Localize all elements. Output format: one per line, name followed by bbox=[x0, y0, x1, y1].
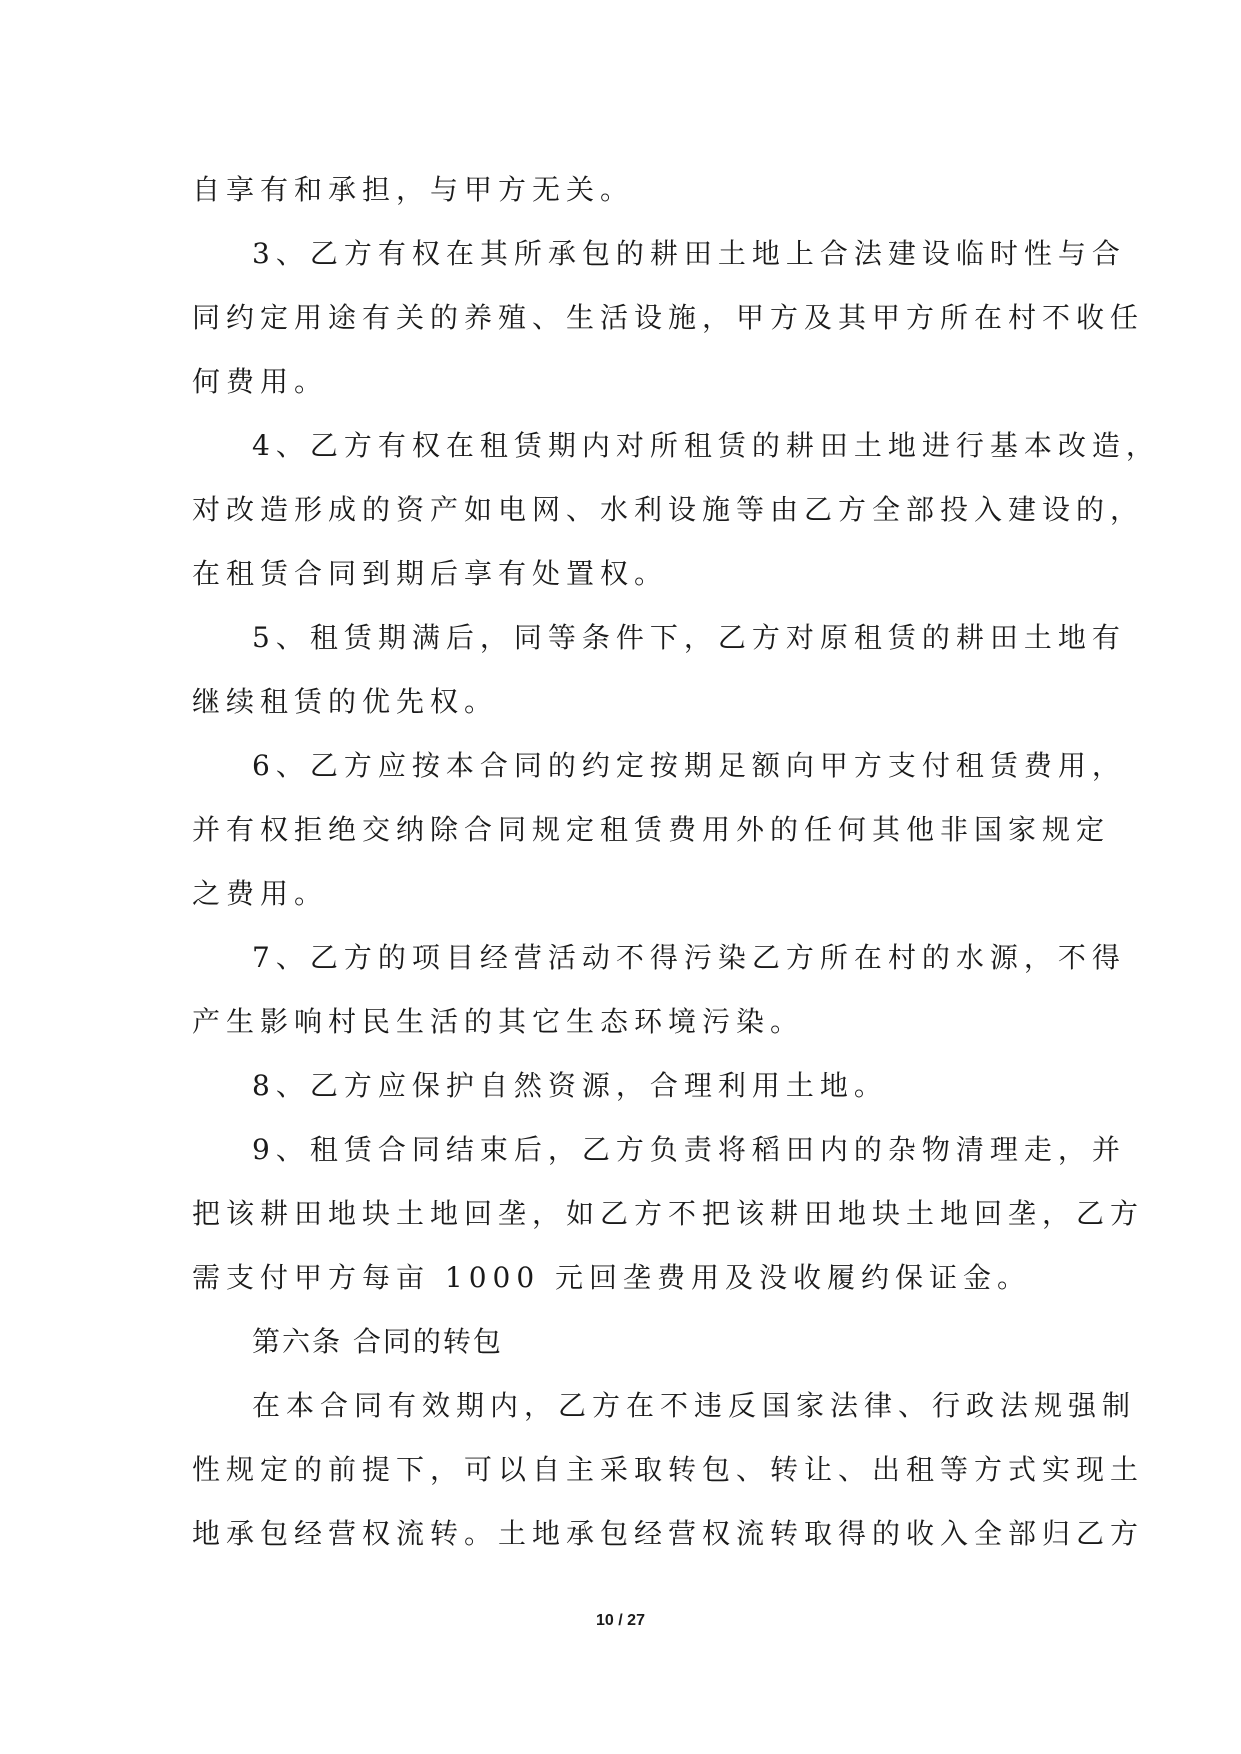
paragraph bbox=[192, 158, 1062, 222]
paragraph bbox=[192, 606, 1126, 734]
paragraph bbox=[192, 734, 1126, 926]
text-line: 产生影响村民生活的其它生态环境污染。 bbox=[192, 1005, 805, 1038]
text-line: 9、租赁合同结束后，乙方负责将稻田内的杂物清理走，并 bbox=[252, 1133, 1126, 1166]
text-line: 并有权拒绝交纳除合同规定租赁费用外的任何其他非国家规定 bbox=[192, 813, 1111, 846]
paragraph bbox=[192, 222, 1145, 414]
text-line: 之费用。 bbox=[192, 877, 329, 910]
paragraph bbox=[192, 414, 1160, 606]
text-line: 7、乙方的项目经营活动不得污染乙方所在村的水源，不得 bbox=[252, 941, 1126, 974]
page-number: 10 / 27 bbox=[596, 1612, 645, 1629]
text-line: 同约定用途有关的养殖、生活设施，甲方及其甲方所在村不收任 bbox=[192, 301, 1145, 334]
text-line: 继续租赁的优先权。 bbox=[192, 685, 499, 718]
text-line: 5、租赁期满后，同等条件下，乙方对原租赁的耕田土地有 bbox=[252, 621, 1126, 654]
text-line: 在本合同有效期内，乙方在不违反国家法律、行政法规强制 bbox=[252, 1389, 1137, 1422]
section-paragraph bbox=[192, 1374, 1145, 1566]
text-line: 在租赁合同到期后享有处置权。 bbox=[192, 557, 669, 590]
text-line: 性规定的前提下，可以自主采取转包、转让、出租等方式实现土 bbox=[192, 1453, 1145, 1486]
text-line: 何费用。 bbox=[192, 365, 329, 398]
text-line: 地承包经营权流转。土地承包经营权流转取得的收入全部归乙方 bbox=[192, 1517, 1145, 1550]
text-line: 需支付甲方每亩 1000 元回垄费用及没收履约保证金。 bbox=[192, 1261, 1032, 1294]
text-line: 对改造形成的资产如电网、水利设施等由乙方全部投入建设的， bbox=[192, 493, 1145, 526]
text-line: 6、乙方应按本合同的约定按期足额向甲方支付租赁费用， bbox=[252, 749, 1126, 782]
text-line: 把该耕田地块土地回垄，如乙方不把该耕田地块土地回垄，乙方 bbox=[192, 1197, 1145, 1230]
text-line: 4、乙方有权在租赁期内对所租赁的耕田土地进行基本改造， bbox=[252, 429, 1160, 462]
text-line: 自享有和承担，与甲方无关。 bbox=[192, 173, 635, 206]
paragraph bbox=[192, 1054, 1062, 1118]
paragraph bbox=[192, 926, 1126, 1054]
text-line: 3、乙方有权在其所承包的耕田土地上合法建设临时性与合 bbox=[252, 237, 1126, 270]
text-line: 8、乙方应保护自然资源，合理利用土地。 bbox=[252, 1069, 888, 1102]
document-body bbox=[192, 158, 1160, 1566]
section-heading: 第六条 合同的转包 bbox=[252, 1325, 503, 1358]
paragraph bbox=[192, 1118, 1145, 1310]
